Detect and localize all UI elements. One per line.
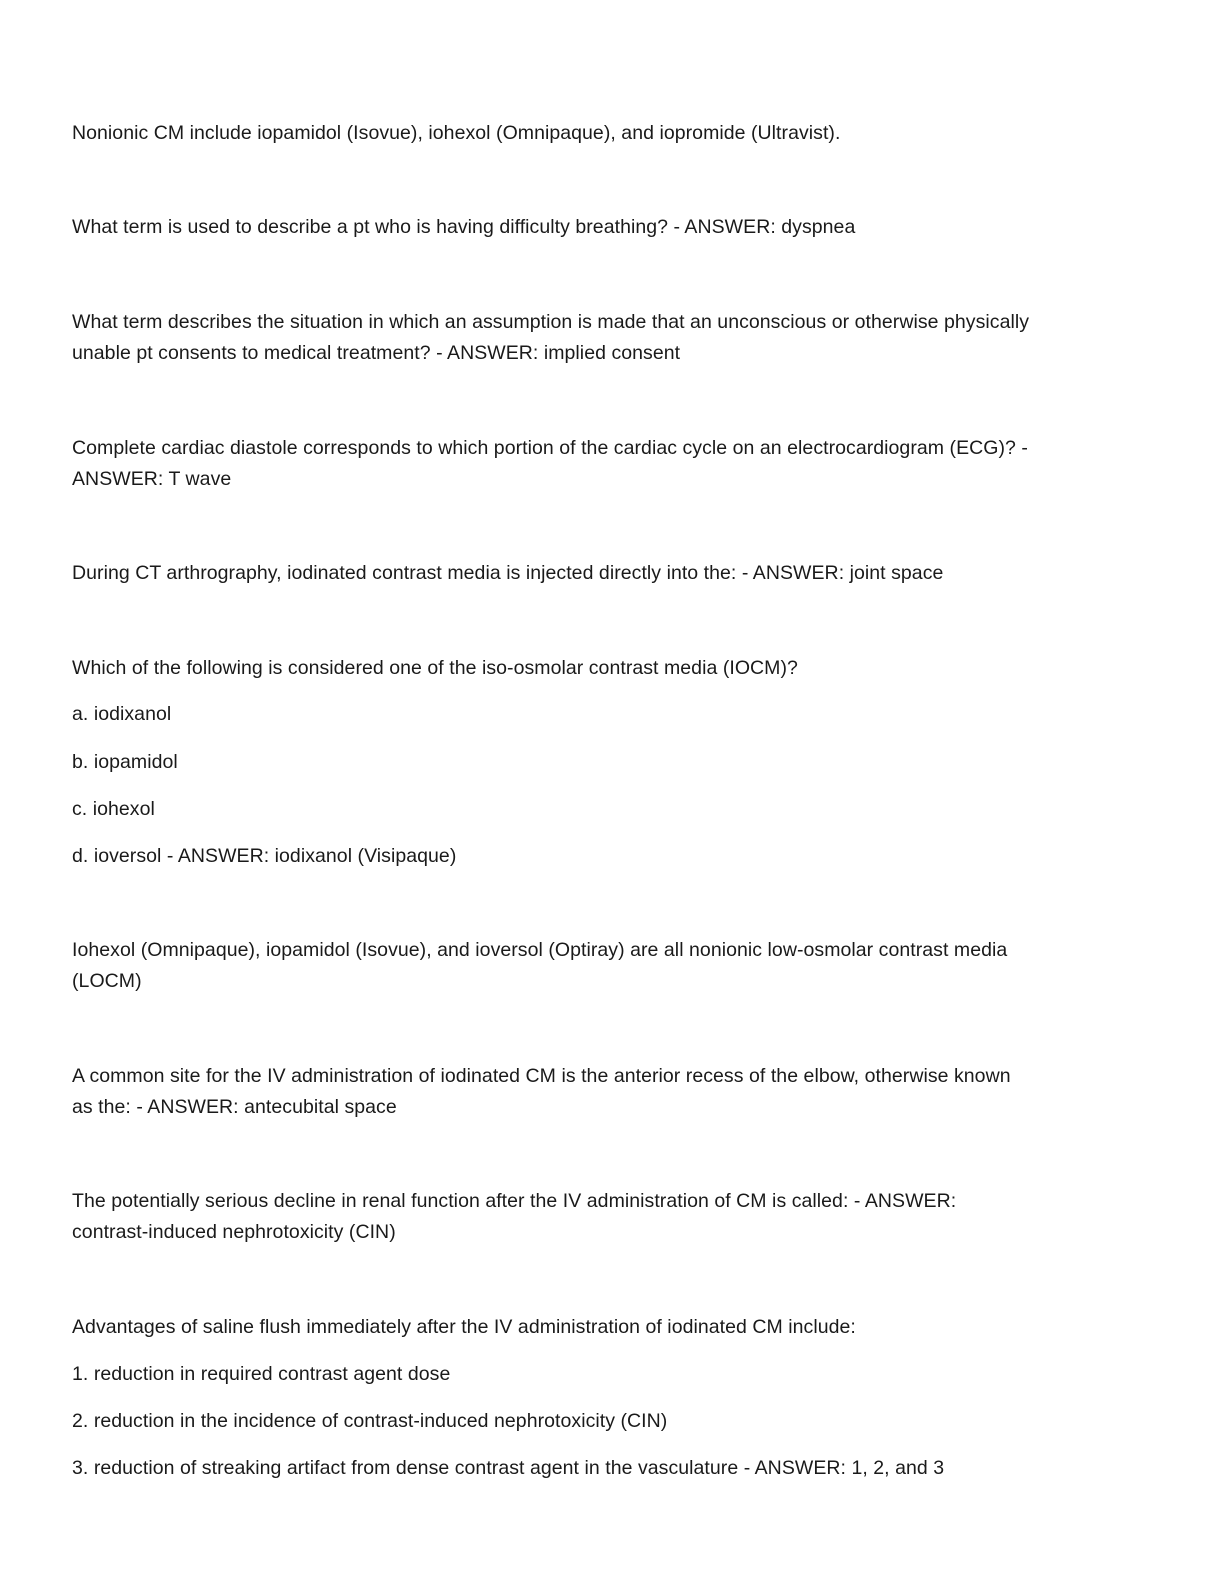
list-item: b. iopamidol: [72, 751, 178, 773]
list-item: 2. reduction in the incidence of contrast-induced nephrotoxicity (CIN): [72, 1410, 668, 1432]
list-item: c. iohexol: [72, 798, 155, 820]
text-line: Complete cardiac diastole corresponds to which portion of the cardiac cycle on an electrocardiogram (ECG)? -: [72, 437, 1028, 459]
text-line: ANSWER: T wave: [72, 468, 232, 490]
text-line: Iohexol (Omnipaque), iopamidol (Isovue), and ioversol (Optiray) are all nonionic low-osmolar contrast media: [72, 939, 1008, 961]
list-item: 1. reduction in required contrast agent dose: [72, 1363, 451, 1385]
text-line: The potentially serious decline in renal function after the IV administration of CM is called: - ANSWER:: [72, 1190, 957, 1212]
list-item: 3. reduction of streaking artifact from dense contrast agent in the vasculature - ANSWER: 1, 2, and 3: [72, 1457, 945, 1479]
text-line: contrast-induced nephrotoxicity (CIN): [72, 1221, 396, 1243]
text-line: Advantages of saline flush immediately after the IV administration of iodinated CM include:: [72, 1316, 856, 1338]
text-line: What term is used to describe a pt who is having difficulty breathing? - ANSWER: dyspnea: [72, 216, 856, 238]
text-line: unable pt consents to medical treatment? - ANSWER: implied consent: [72, 342, 681, 364]
list-item: d. ioversol - ANSWER: iodixanol (Visipaque): [72, 845, 457, 867]
text-line: During CT arthrography, iodinated contrast media is injected directly into the: - ANSWER: joint space: [72, 562, 944, 584]
text-line: (LOCM): [72, 970, 142, 992]
text-line: Nonionic CM include iopamidol (Isovue), iohexol (Omnipaque), and iopromide (Ultravist).: [72, 122, 841, 144]
text-line: What term describes the situation in which an assumption is made that an unconscious or otherwise physically: [72, 311, 1030, 333]
list-item: a. iodixanol: [72, 703, 172, 725]
text-line: as the: - ANSWER: antecubital space: [72, 1096, 397, 1118]
text-line: Which of the following is considered one of the iso-osmolar contrast media (IOCM)?: [72, 657, 798, 679]
text-line: A common site for the IV administration of iodinated CM is the anterior recess of the elbow, otherwise known: [72, 1065, 1011, 1087]
